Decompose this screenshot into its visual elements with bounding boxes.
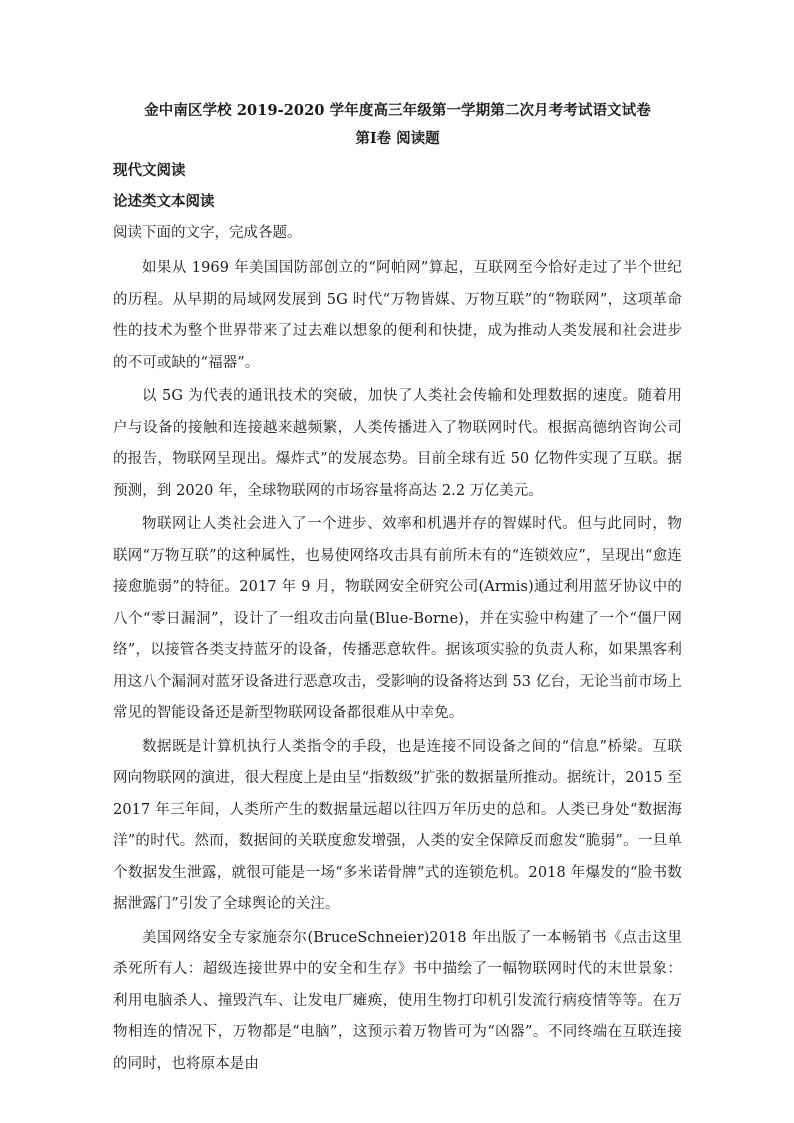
paragraph-3: 物联网让人类社会进入了一个进步、效率和机遇并存的智媒时代。但与此同时，物联网“万物互联”的这种属性，也易使网络攻击具有前所未有的“连锁效应”，呈现出“愈连接愈脆弱”的特征。2017 年 9 月，物联网安全研究公司(Armis)通过利用蓝牙协议中的八个“零日漏洞”，设计了一组攻击向量(Blue-Borne)，并在实验中构建了一个“僵尸网络”，以接管各类支持蓝牙的设备，传播恶意软件。据该项实验的负责人称，如果黑客利用这八个漏洞对蓝牙设备进行恶意攻击，受影响的设备将达到 53 亿台，无论当前市场上常见的智能设备还是新型物联网设备都很难从中幸免。: [113, 516, 682, 721]
paragraph-2: 以 5G 为代表的通讯技术的突破，加快了人类社会传输和处理数据的速度。随着用户与设备的接触和连接越来越频繁，人类传播进入了物联网时代。根据高德纳咨询公司的报告，物联网呈现出。爆炸式”的发展态势。目前全球有近 50 亿物件实现了互联。据预测，到 2020 年，全球物联网的市场容量将高达 2.2 万亿美元。: [113, 388, 682, 499]
paragraph-5: 美国网络安全专家施奈尔(BruceSchneier)2018 年出版了一本畅销书《点击这里杀死所有人：超级连接世界中的安全和生存》书中描绘了一幅物联网时代的末世景象：利用电脑杀人、撞毁汽车、让发电厂瘫痪，使用生物打印机引发流行病疫情等等。在万物相连的情况下，万物都是“电脑”，这预示着万物皆可为“凶器”。不同终端在互联连接的同时，也将原本是由: [113, 929, 682, 1072]
paragraph-4: 数据既是计算机执行人类指令的手段，也是连接不同设备之间的“信息”桥梁。互联网向物联网的演进，很大程度上是由呈“指数级”扩张的数据量所推动。据统计，2015 至 2017 年三年间，人类所产生的数据量远超以往四万年历史的总和。人类已身处“数据海洋”的时代。然而，数据间的关联度愈发增强，人类的安全保障反而愈发“脆弱”。一旦单个数据发生泄露，就很可能是一场“多米诺骨牌”式的连锁危机。2018 年爆发的“脸书数据泄露门”引发了全球舆论的关注。: [113, 738, 682, 912]
subsection-heading: 论述类文本阅读: [113, 193, 215, 210]
paragraph-1: 如果从 1969 年美国国防部创立的“阿帕网”算起，互联网至今恰好走过了半个世纪的历程。从早期的局域网发展到 5G 时代“万物皆媒、万物互联”的“物联网”，这项革命性的技术为整个世界带来了过去难以想象的便利和快捷，成为推动人类发展和社会进步的不可或缺的“福器”。: [113, 260, 682, 371]
exam-title: 金中南区学校 2019-2020 学年度高三年级第一学期第二次月考考试语文试卷: [144, 102, 651, 119]
section-heading: 现代文阅读: [113, 162, 186, 179]
instruction-text: 阅读下面的文字，完成各题。: [113, 225, 302, 241]
part-title: 第Ⅰ卷 阅读题: [355, 130, 440, 147]
